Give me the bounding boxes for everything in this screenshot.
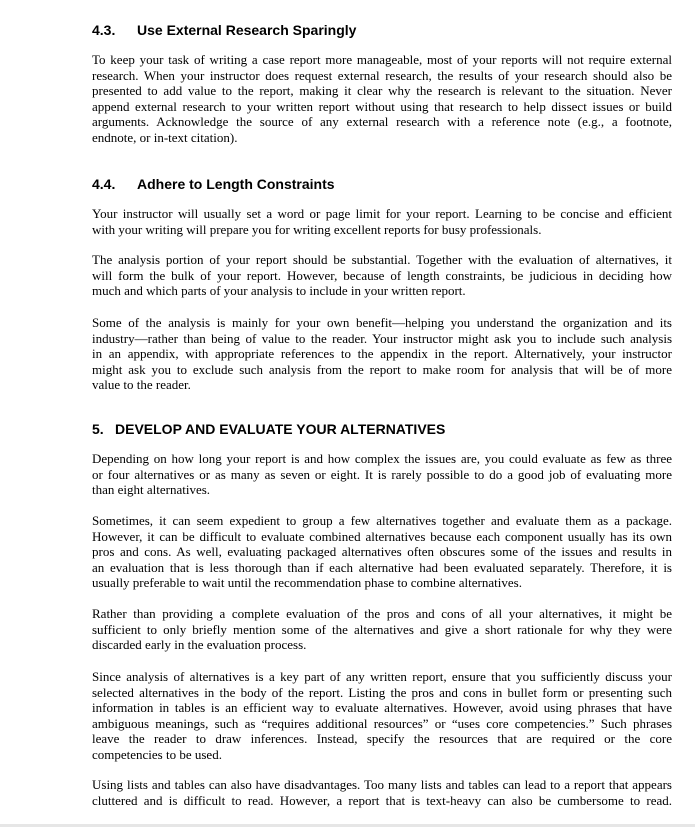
- text-line: ambiguous meanings, such as “requires additional resources” or “uses core competencies.” Such phrases: [92, 715, 672, 731]
- paragraph-4-4-1: [92, 206, 672, 237]
- heading-4-4: [92, 176, 335, 192]
- text-line: discarded early in the evaluation process.: [92, 637, 307, 653]
- heading-number: 4.3.: [92, 22, 116, 38]
- heading-number: 5.: [92, 421, 104, 437]
- text-line: endnote, or in-text citation).: [92, 129, 238, 145]
- text-line: append external research to your written report without using that research to help dissect issues or build: [92, 98, 672, 114]
- text-line: The analysis portion of your report should be substantial. Together with the evaluation of alternatives, it: [92, 252, 672, 267]
- text-line: presented to add value to the report, making it clear why the research is relevant to the situation. Never: [92, 83, 672, 99]
- paragraph-5-1: [92, 451, 672, 498]
- text-line: might ask you to exclude such analysis from the report to make room for analysis that will be of more: [92, 361, 672, 377]
- text-line: Some of the analysis is mainly for your own benefit—helping you understand the organization and its: [92, 315, 672, 330]
- text-line: Using lists and tables can also have disadvantages. Too many lists and tables can lead to a report that appears: [92, 777, 672, 792]
- heading-title: Use External Research Sparingly: [137, 22, 357, 38]
- paragraph-4-3: [92, 52, 672, 146]
- paragraph-4-4-3: [92, 315, 672, 393]
- text-line: research. When your instructor does request external research, the results of your research should also be: [92, 67, 672, 83]
- text-line: or four alternatives or as many as seven or eight. It is rarely possible to do a good job of evaluating more: [92, 466, 672, 482]
- text-line: information in tables is an efficient way to evaluate alternatives. However, avoid using phrases that have: [92, 700, 672, 716]
- text-line: competencies to be used.: [92, 746, 222, 762]
- text-line: usually preferable to wait until the recommendation phase to combine alternatives.: [92, 575, 522, 591]
- text-line: leave the reader to draw inferences. Instead, specify the resources that are required or the core: [92, 731, 672, 747]
- paragraph-4-4-2: [92, 252, 672, 299]
- text-line: arguments. Acknowledge the source of any external research with a reference note (e.g., a footnote,: [92, 114, 672, 130]
- text-line: selected alternatives in the body of the report. Listing the pros and cons in bullet form or presenting such: [92, 684, 672, 700]
- text-line: than eight alternatives.: [92, 482, 211, 498]
- text-line: in an appendix, with appropriate references to the appendix in the report. Alternatively, your instructor: [92, 346, 672, 362]
- text-line: sufficient to only briefly mention some of the alternatives and give a short rationale for why they were: [92, 621, 672, 637]
- heading-title: Adhere to Length Constraints: [137, 176, 335, 192]
- text-line: pros and cons. As well, evaluating packaged alternatives often obscures some of the issues and results in: [92, 544, 672, 560]
- text-line: To keep your task of writing a case report more manageable, most of your reports will not require external: [92, 52, 672, 67]
- text-line: Rather than providing a complete evaluation of the pros and cons of all your alternatives, it might be: [92, 606, 672, 621]
- text-line: cluttered and is difficult to read. However, a report that is text-heavy can also be cumbersome to read.: [92, 792, 672, 808]
- heading-number: 4.4.: [92, 176, 116, 192]
- text-line: Since analysis of alternatives is a key part of any written report, ensure that you sufficiently discuss your: [92, 669, 672, 684]
- text-line: Sometimes, it can seem expedient to group a few alternatives together and evaluate them as a package.: [92, 513, 672, 528]
- text-line: will form the bulk of your report. However, because of length constraints, be judicious in deciding how: [92, 267, 672, 283]
- text-line: much and which parts of your analysis to include in your written report.: [92, 283, 466, 299]
- paragraph-5-4: [92, 669, 672, 763]
- text-line: Depending on how long your report is and how complex the issues are, you could evaluate as few as three: [92, 451, 672, 466]
- text-line: However, it can be difficult to evaluate combined alternatives because each component usually has its own: [92, 528, 672, 544]
- text-line: industry—rather than being of value to the reader. Your instructor might ask you to include such analysis: [92, 330, 672, 346]
- heading-title: DEVELOP AND EVALUATE YOUR ALTERNATIVES: [115, 421, 446, 437]
- paragraph-5-2: [92, 513, 672, 591]
- paragraph-5-5: [92, 777, 672, 808]
- text-line: Your instructor will usually set a word or page limit for your report. Learning to be concise and efficient: [92, 206, 672, 221]
- text-line: with your writing will prepare you for writing excellent reports for busy professionals.: [92, 221, 542, 237]
- text-line: an evaluation that is less thorough than if each alternative had been evaluated separately. Therefore, it is: [92, 559, 672, 575]
- heading-4-3: [92, 22, 356, 38]
- heading-5: [92, 421, 445, 437]
- text-line: value to the reader.: [92, 377, 191, 393]
- paragraph-5-3: [92, 606, 672, 653]
